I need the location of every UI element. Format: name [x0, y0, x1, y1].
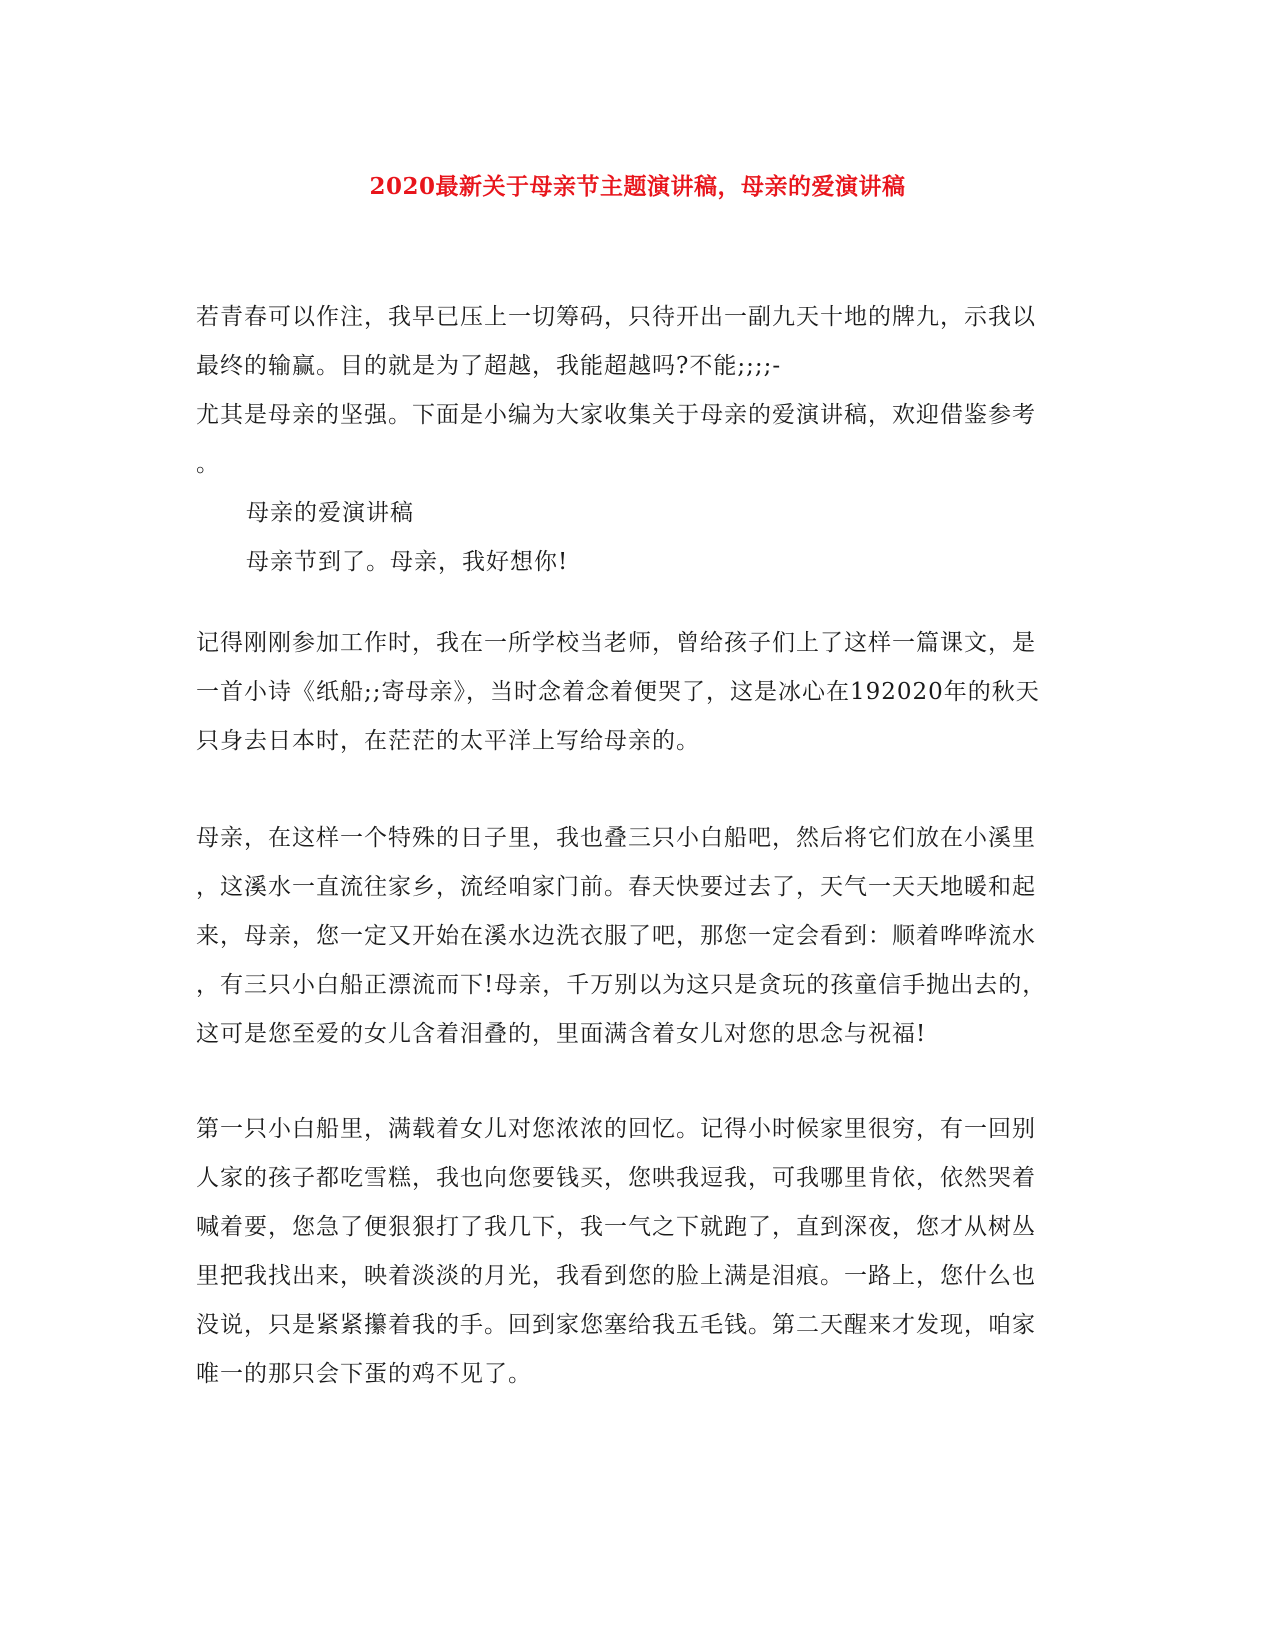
text-line: 人家的孩子都吃雪糕，我也向您要钱买，您哄我逗我，可我哪里肯依，依然哭着	[196, 1165, 1036, 1191]
text-line: 只身去日本时，在茫茫的太平洋上写给母亲的。	[196, 728, 700, 754]
text-line: 里把我找出来，映着淡淡的月光，我看到您的脸上满是泪痕。一路上，您什么也	[196, 1263, 1036, 1289]
text-line: ，这溪水一直流往家乡，流经咱家门前。春天快要过去了，天气一天天地暖和起	[196, 874, 1036, 900]
text-line: 这可是您至爱的女儿含着泪叠的，里面满含着女儿对您的思念与祝福!	[196, 1021, 927, 1047]
text-line: 。	[196, 451, 220, 477]
intro-paragraph	[196, 293, 1076, 489]
text-line: 母亲，在这样一个特殊的日子里，我也叠三只小白船吧，然后将它们放在小溪里	[196, 825, 1036, 851]
text-line: 没说，只是紧紧攥着我的手。回到家您塞给我五毛钱。第二天醒来才发现，咱家	[196, 1312, 1036, 1338]
text-line: 第一只小白船里，满载着女儿对您浓浓的回忆。记得小时候家里很穷，有一回别	[196, 1116, 1036, 1142]
document-title: 2020最新关于母亲节主题演讲稿，母亲的爱演讲稿	[369, 173, 906, 200]
speech-subtitle: 母亲的爱演讲稿	[246, 500, 414, 526]
first-boat-paragraph	[196, 1105, 1076, 1399]
speech-greeting: 母亲节到了。母亲，我好想你!	[246, 549, 569, 575]
text-line: 唯一的那只会下蛋的鸡不见了。	[196, 1361, 532, 1387]
text-line: 记得刚刚参加工作时，我在一所学校当老师，曾给孩子们上了这样一篇课文，是	[196, 630, 1036, 656]
text-line: ，有三只小白船正漂流而下!母亲，千万别以为这只是贪玩的孩童信手抛出去的，	[196, 972, 1047, 998]
text-line: 喊着要，您急了便狠狠打了我几下，我一气之下就跑了，直到深夜，您才从树丛	[196, 1214, 1036, 1240]
text-line: 尤其是母亲的坚强。下面是小编为大家收集关于母亲的爱演讲稿，欢迎借鉴参考	[196, 402, 1036, 428]
text-line: 一首小诗《纸船;;寄母亲》，当时念着念着便哭了，这是冰心在192020年的秋天	[196, 679, 1040, 705]
text-line: 若青春可以作注，我早已压上一切筹码，只待开出一副九天十地的牌九，示我以	[196, 304, 1036, 330]
text-line: 最终的输赢。目的就是为了超越，我能超越吗?不能;;;;-	[196, 353, 782, 379]
speech-heading-block	[196, 489, 1076, 587]
paper-boat-paragraph	[196, 814, 1076, 1059]
text-line: 来，母亲，您一定又开始在溪水边洗衣服了吧，那您一定会看到：顺着哗哗流水	[196, 923, 1036, 949]
memory-paragraph	[196, 619, 1076, 766]
